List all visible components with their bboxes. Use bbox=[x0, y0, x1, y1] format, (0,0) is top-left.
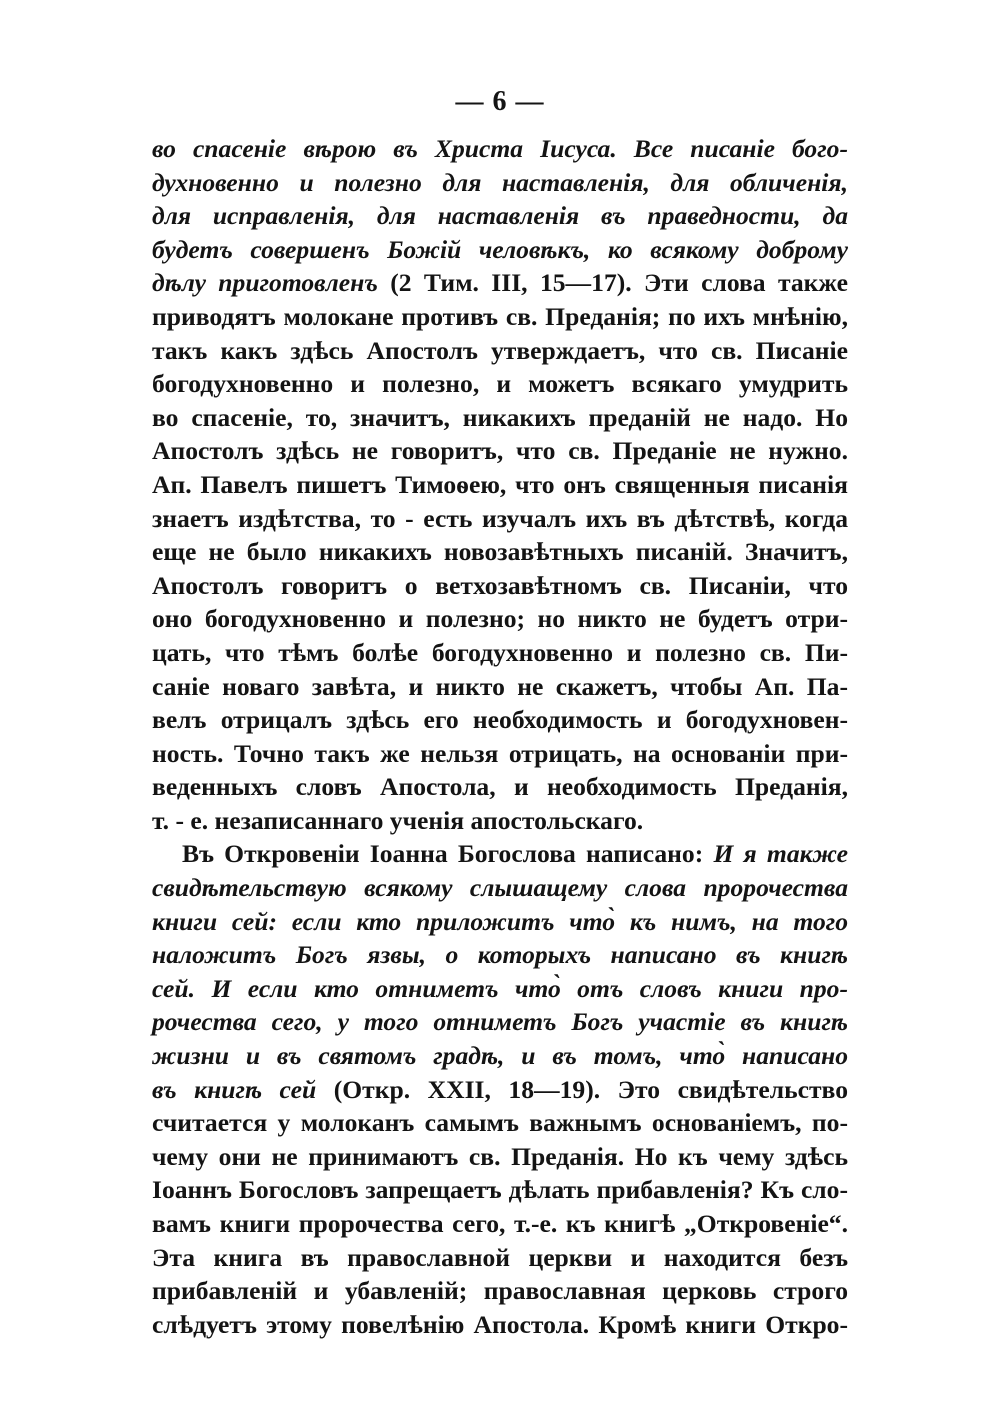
text-line: т. - е. незаписаннаго ученія апостольскаго. bbox=[152, 805, 644, 835]
text-run: Въ Откровеніи Іоанна Богослова написано: bbox=[182, 839, 714, 869]
text-line: книги сей: если кто приложитъ что̀ къ нимъ, на того bbox=[152, 906, 848, 936]
text-line: Эта книга въ православной церкви и находится безъ bbox=[152, 1242, 848, 1272]
text-line: веденныхъ словъ Апостола, и необходимость Преданія, bbox=[152, 772, 848, 802]
text-line bbox=[152, 266, 848, 300]
text-line: будетъ совершенъ Божій человѣкъ, ко всякому доброму bbox=[152, 234, 848, 264]
text-line: оно богодухновенно и полезно; но никто не будетъ отри- bbox=[152, 604, 848, 634]
text-line: слѣдуетъ этому повелѣнію Апостола. Кромѣ книги Откро- bbox=[152, 1309, 848, 1339]
text-line bbox=[152, 837, 848, 871]
text-line: свидѣтельствую всякому слышащему слова пророчества bbox=[152, 873, 848, 903]
text-run-italic: въ книгѣ сей bbox=[152, 1074, 317, 1104]
text-line: сей. И если кто отниметъ что̀ отъ словъ книги про- bbox=[152, 973, 848, 1003]
text-run: (Откр. XXII, 18—19). Это свидѣтельство bbox=[316, 1074, 848, 1104]
page-number: — 6 — bbox=[455, 86, 545, 117]
body-text bbox=[152, 132, 848, 1341]
text-line: саніе новаго завѣта, и никто не скажетъ, чтобы Ап. Па- bbox=[152, 671, 848, 701]
text-line: еще не было никакихъ новозавѣтныхъ писаній. Значитъ, bbox=[152, 537, 848, 567]
text-line: Апостолъ говоритъ о ветхозавѣтномъ св. Писаніи, что bbox=[152, 570, 848, 600]
text-line: Ап. Павелъ пишетъ Тимоѳею, что онъ священныя писанія bbox=[152, 469, 848, 499]
text-line: велъ отрицалъ здѣсь его необходимость и богодухновен- bbox=[152, 705, 848, 735]
text-run-italic: И я также bbox=[713, 839, 848, 869]
text-line: богодухновенно и полезно, и можетъ всякаго умудрить bbox=[152, 369, 848, 399]
text-line: для исправленія, для наставленія въ праведности, да bbox=[152, 201, 848, 231]
text-line: Іоаннъ Богословъ запрещаетъ дѣлать прибавленія? Къ сло- bbox=[152, 1175, 848, 1205]
text-line: во спасеніе вѣрою въ Христа Іисуса. Все писаніе бого- bbox=[152, 134, 848, 163]
text-line: Апостолъ здѣсь не говоритъ, что св. Преданіе не нужно. bbox=[152, 436, 848, 466]
text-run-italic: дѣлу приготовленъ bbox=[152, 268, 378, 298]
text-line: духновенно и полезно для наставленія, для обличенія, bbox=[152, 167, 848, 197]
text-line: наложитъ Богъ язвы, о которыхъ написано въ книгѣ bbox=[152, 940, 848, 970]
text-line: знаетъ издѣтства, то - есть изучалъ ихъ въ дѣтствѣ, когда bbox=[152, 503, 848, 533]
text-line: во спасеніе, то, значитъ, никакихъ преданій не надо. Но bbox=[152, 402, 848, 432]
text-line: вамъ книги пророчества сего, т.-е. къ книгѣ „Откровеніе“. bbox=[152, 1209, 848, 1238]
text-line: жизни и въ святомъ градѣ, и въ томъ, что̀ написано bbox=[152, 1041, 848, 1071]
text-line: цать, что тѣмъ болѣе богодухновенно и полезно св. Пи- bbox=[152, 637, 848, 667]
text-line: приводятъ молокане противъ св. Преданія; по ихъ мнѣнію, bbox=[152, 301, 848, 331]
text-line bbox=[152, 1073, 848, 1107]
text-line: ность. Точно такъ же нельзя отрицать, на основаніи при- bbox=[152, 738, 848, 768]
text-line: чему они не принимаютъ св. Преданія. Но къ чему здѣсь bbox=[152, 1141, 848, 1171]
text-line: рочества сего, у того отниметъ Богъ участіе въ книгѣ bbox=[152, 1007, 848, 1037]
text-line: считается у молоканъ самымъ важнымъ основаніемъ, по- bbox=[152, 1108, 848, 1138]
text-run: (2 Тим. III, 15—17). Эти слова также bbox=[377, 268, 848, 298]
text-line: такъ какъ здѣсь Апостолъ утверждаетъ, что св. Писаніе bbox=[152, 335, 848, 365]
text-line: прибавленій и убавленій; православная церковь строго bbox=[152, 1276, 848, 1306]
